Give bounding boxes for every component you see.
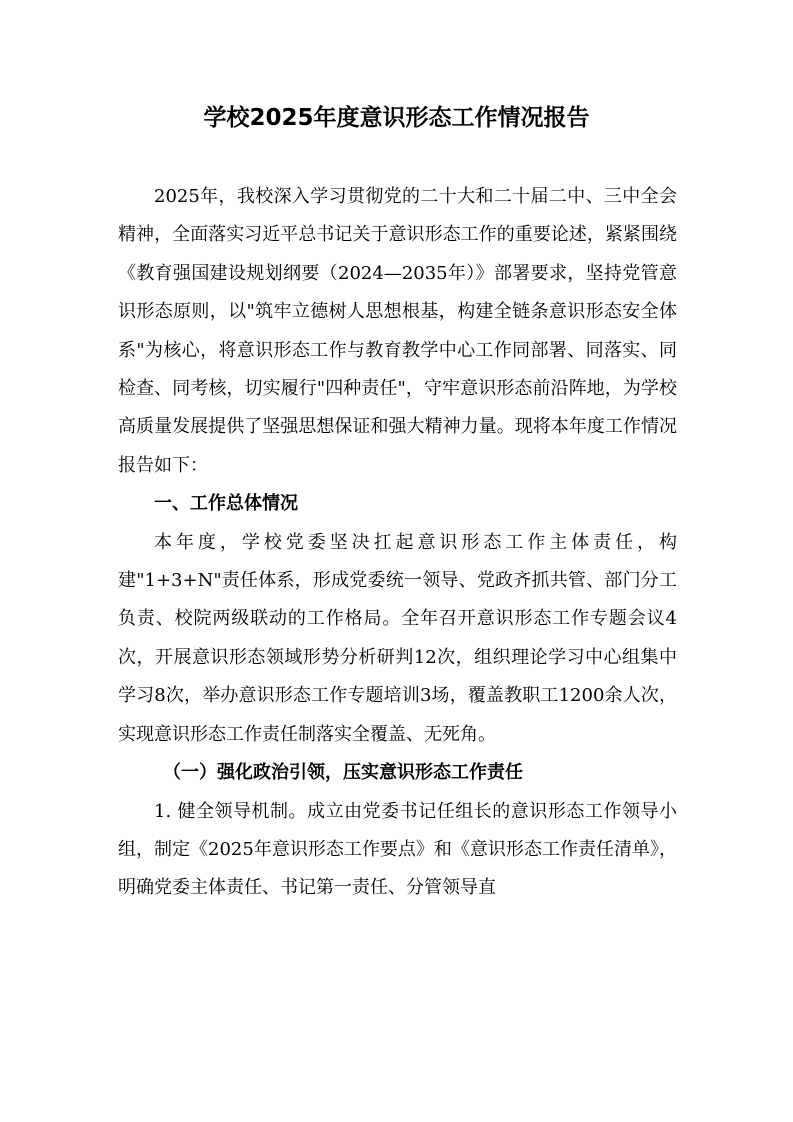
section-paragraph: 本年度，学校党委坚决扛起意识形态工作主体责任，构建"1+3+N"责任体系，形成党委统一领导、党政齐抓共管、部门分工负责、校院两级联动的工作格局。全年召开意识形态工作专题会议4次，开展意识形态领域形势分析研判12次，组织理论学习中心组集中学习8次，举办意识形态工作专题培训3场，覆盖教职工1200余人次，实现意识形态工作责任制落实全覆盖、无死角。: [118, 531, 677, 745]
item-paragraph: 1. 健全领导机制。成立由党委书记任组长的意识形态工作领导小组，制定《2025年意识形态工作要点》和《意识形态工作责任清单》，明确党委主体责任、书记第一责任、分管领导直: [118, 800, 677, 899]
document-title: 学校2025年度意识形态工作情况报告: [203, 105, 590, 131]
section-heading: 一、工作总体情况: [154, 493, 298, 515]
intro-paragraph: 2025年，我校深入学习贯彻党的二十大和二十届二中、三中全会精神，全面落实习近平总书记关于意识形态工作的重要论述，紧紧围绕《教育强国建设规划纲要（2024—2035年）》部署要求，坚持党管意识形态原则，以"筑牢立德树人思想根基，构建全链条意识形态安全体系"为核心，将意识形态工作与教育教学中心工作同部署、同落实、同检查、同考核，切实履行"四种责任"，守牢意识形态前沿阵地，为学校高质量发展提供了坚强思想保证和强大精神力量。现将本年度工作情况报告如下：: [118, 186, 677, 476]
document-body: [118, 178, 677, 908]
subsection-heading: （一）强化政治引领，压实意识形态工作责任: [163, 762, 523, 784]
